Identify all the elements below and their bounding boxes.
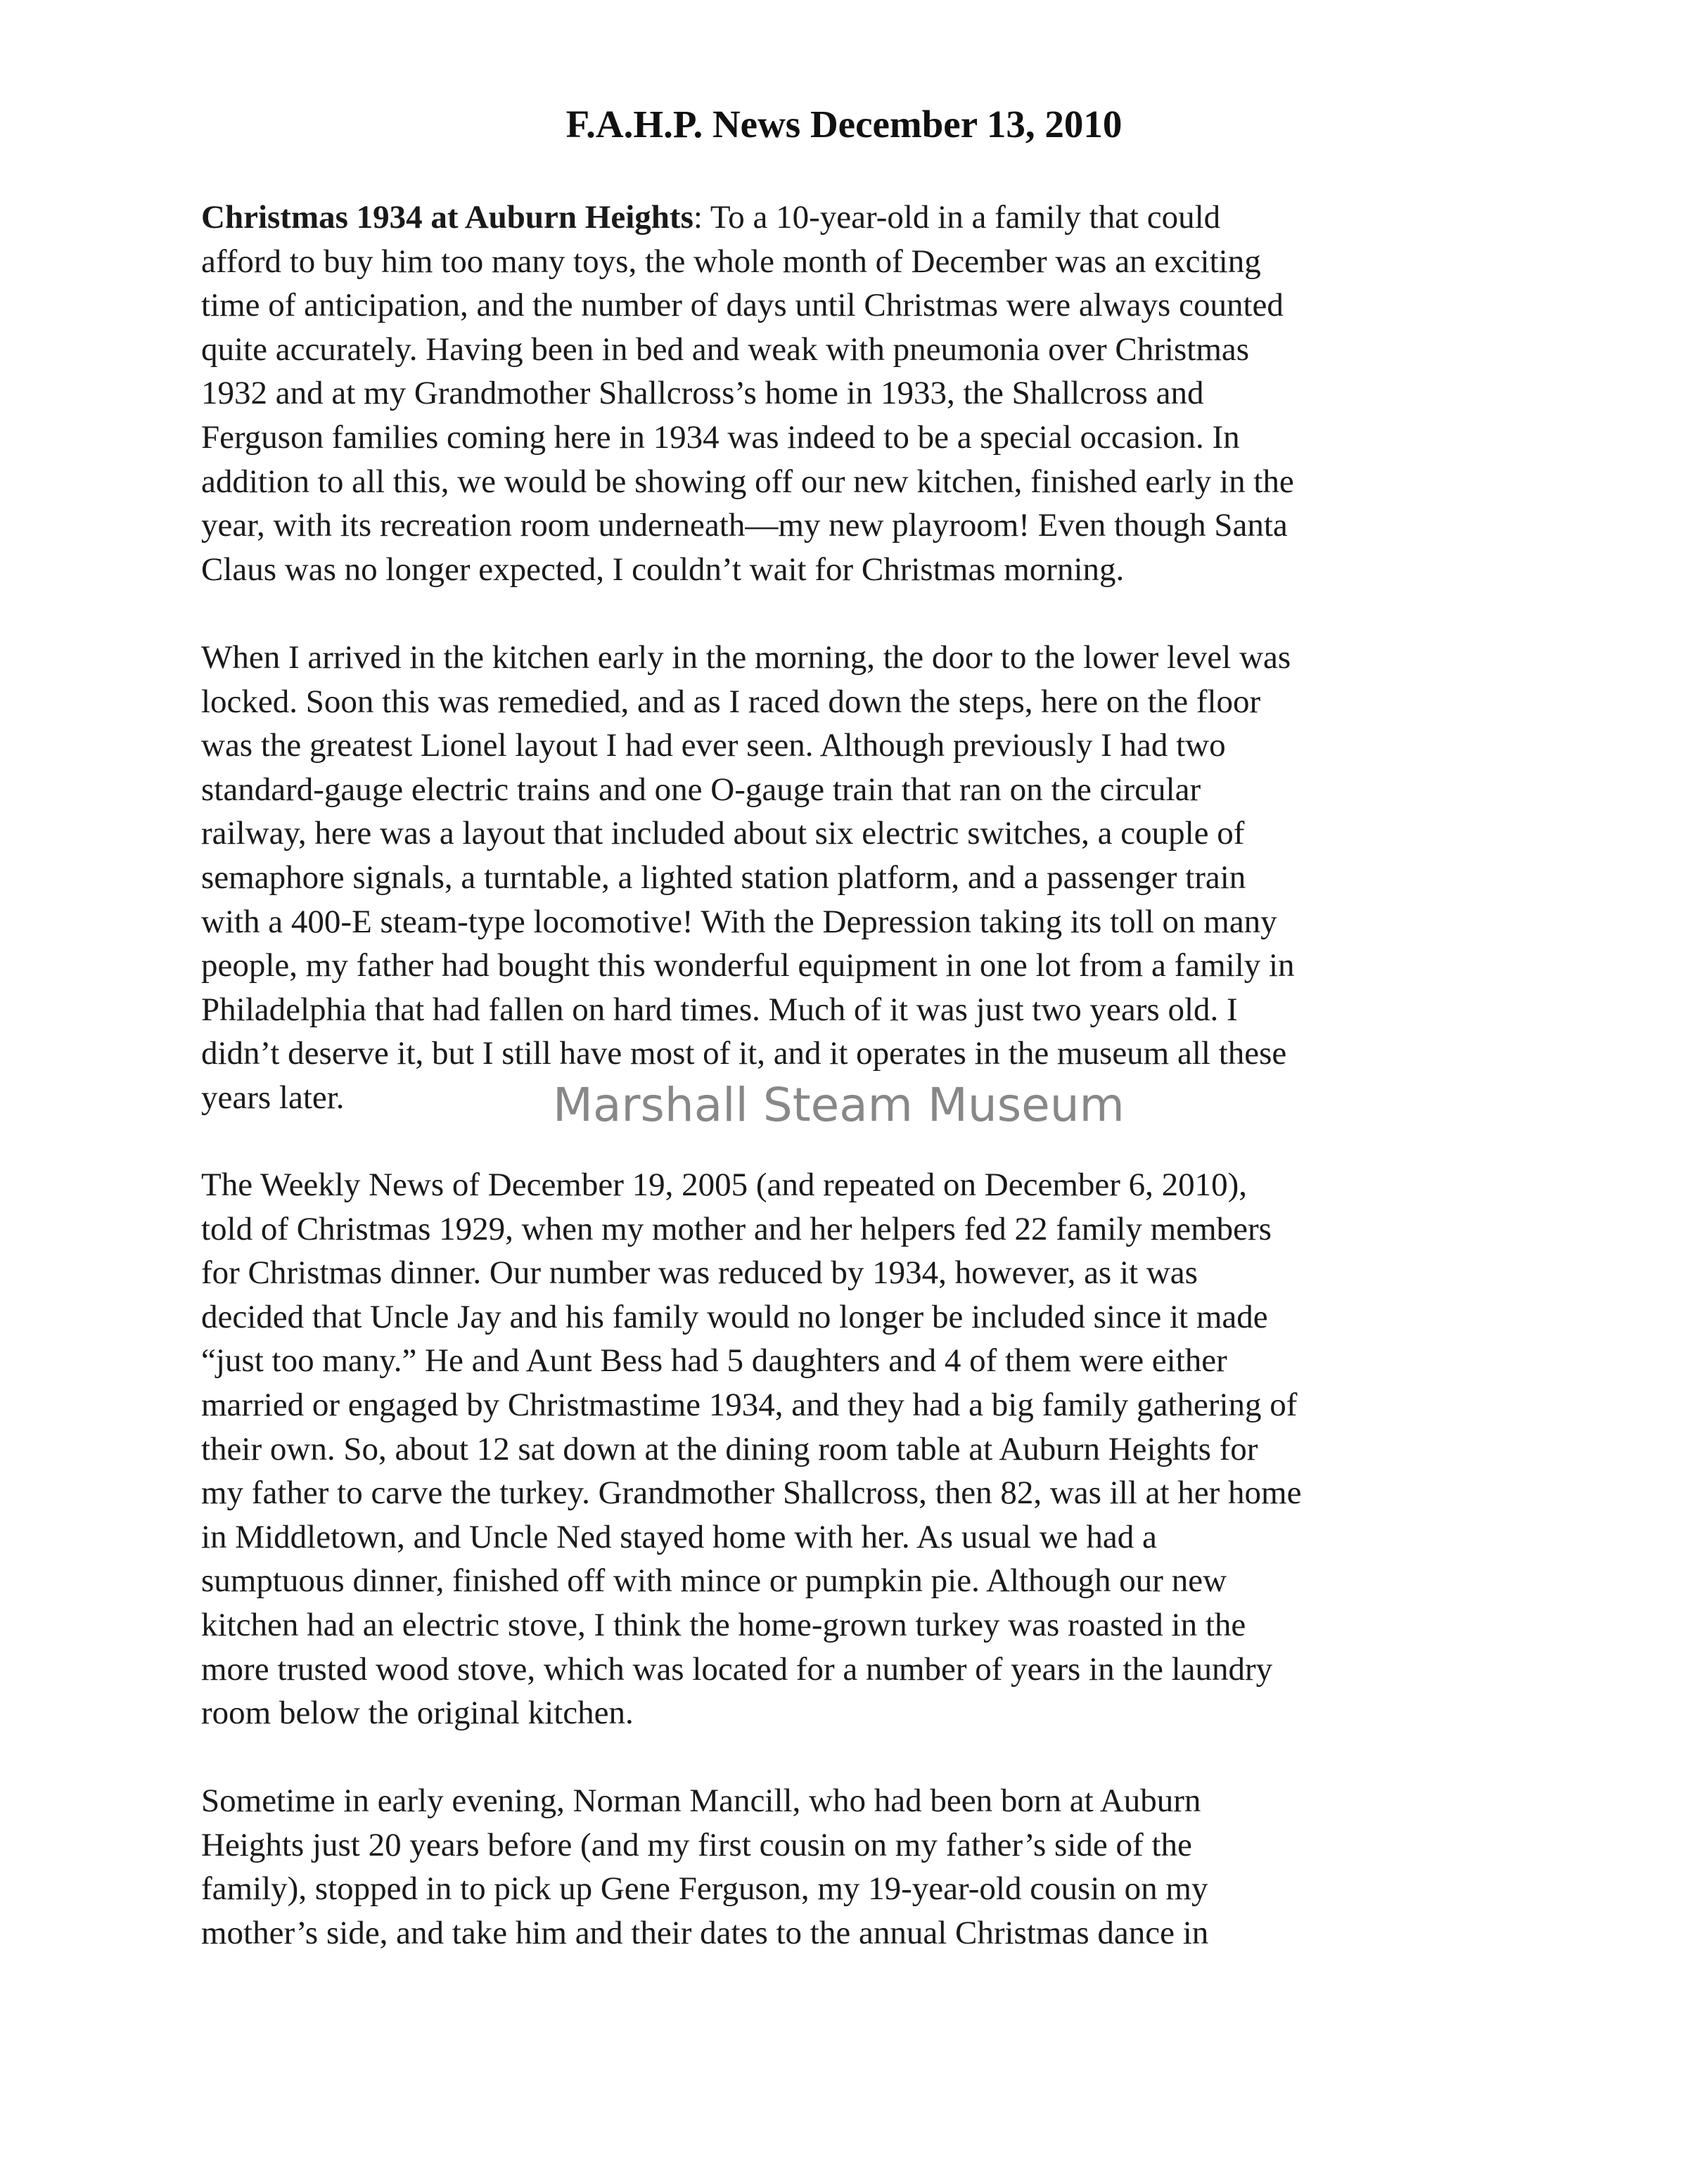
paragraph-line: time of anticipation, and the number of days until Christmas were always counted	[201, 287, 1284, 324]
text-run: : To a 10-year-old in a family that could	[693, 199, 1221, 236]
paragraph-lionel-layout	[201, 636, 1509, 1120]
paragraph-line: didn’t deserve it, but I still have most of it, and it operates in the museum all these	[201, 1035, 1287, 1072]
paragraph-line: The Weekly News of December 19, 2005 (and repeated on December 6, 2010),	[201, 1167, 1248, 1203]
paragraph-line: Ferguson families coming here in 1934 was indeed to be a special occasion. In	[201, 418, 1240, 456]
paragraph-line: family), stopped in to pick up Gene Ferguson, my 19-year-old cousin on my	[201, 1870, 1208, 1908]
paragraph-line: 1932 and at my Grandmother Shallcross’s home in 1933, the Shallcross and	[201, 375, 1204, 412]
paragraph-line: Philadelphia that had fallen on hard times. Much of it was just two years old. I	[201, 991, 1238, 1028]
paragraph-christmas-1934	[201, 195, 1509, 591]
paragraph-christmas-dinner	[201, 1163, 1509, 1735]
paragraph-line: decided that Uncle Jay and his family would no longer be included since it made	[201, 1298, 1268, 1335]
paragraph-line: When I arrived in the kitchen early in the morning, the door to the lower level was	[201, 639, 1291, 676]
paragraph-line: Sometime in early evening, Norman Mancill, who had been born at Auburn	[201, 1782, 1201, 1819]
paragraph-line: “just too many.” He and Aunt Bess had 5 daughters and 4 of them were either	[201, 1342, 1227, 1380]
paragraph-line: for Christmas dinner. Our number was reduced by 1934, however, as it was	[201, 1254, 1198, 1292]
paragraph-line: railway, here was a layout that included about six electric switches, a couple of	[201, 815, 1245, 852]
paragraph-line: their own. So, about 12 sat down at the dining room table at Auburn Heights for	[201, 1430, 1258, 1467]
section-heading: Christmas 1934 at Auburn Heights	[201, 199, 693, 236]
paragraph-line: locked. Soon this was remedied, and as I raced down the steps, here on the floor	[201, 683, 1261, 720]
paragraph-line: afford to buy him too many toys, the whole month of December was an exciting	[201, 243, 1261, 280]
paragraph-line: standard-gauge electric trains and one O-gauge train that ran on the circular	[201, 771, 1201, 808]
paragraph-line: Claus was no longer expected, I couldn’t wait for Christmas morning.	[201, 551, 1125, 588]
paragraph-line: more trusted wood stove, which was located for a number of years in the laundry	[201, 1650, 1273, 1688]
paragraph-line: years later.	[201, 1079, 345, 1116]
watermark-text: Marshall Steam Museum	[553, 1078, 1125, 1132]
paragraph-line: people, my father had bought this wonderful equipment in one lot from a family in	[201, 947, 1295, 984]
paragraph-line: quite accurately. Having been in bed and weak with pneumonia over Christmas	[201, 330, 1250, 368]
paragraph-line: kitchen had an electric stove, I think the home-grown turkey was roasted in the	[201, 1606, 1246, 1643]
paragraph-line: was the greatest Lionel layout I had ever seen. Although previously I had two	[201, 727, 1226, 764]
paragraph-line: room below the original kitchen.	[201, 1695, 634, 1732]
paragraph-line: with a 400-E steam-type locomotive! With the Depression taking its toll on many	[201, 903, 1277, 940]
paragraph-line: Heights just 20 years before (and my first cousin on my father’s side of the	[201, 1826, 1192, 1863]
paragraph-line: sumptuous dinner, finished off with mince or pumpkin pie. Although our new	[201, 1562, 1227, 1600]
page-title: F.A.H.P. News December 13, 2010	[565, 103, 1123, 146]
paragraph-line: married or engaged by Christmastime 1934, and they had a big family gathering of	[201, 1386, 1298, 1423]
paragraph-line: told of Christmas 1929, when my mother and her helpers fed 22 family members	[201, 1210, 1272, 1247]
paragraph-line: mother’s side, and take him and their dates to the annual Christmas dance in	[201, 1914, 1209, 1951]
paragraph-line: in Middletown, and Uncle Ned stayed home with her. As usual we had a	[201, 1518, 1157, 1555]
paragraph-line	[201, 195, 1509, 240]
paragraph-line: semaphore signals, a turntable, a lighted station platform, and a passenger train	[201, 859, 1246, 896]
paragraph-line: my father to carve the turkey. Grandmother Shallcross, then 82, was ill at her home	[201, 1475, 1302, 1512]
paragraph-line: addition to all this, we would be showing off our new kitchen, finished early in the	[201, 463, 1294, 500]
paragraph-christmas-dance	[201, 1779, 1509, 1955]
paragraph-line: year, with its recreation room underneath—my new playroom! Even though Santa	[201, 507, 1288, 544]
